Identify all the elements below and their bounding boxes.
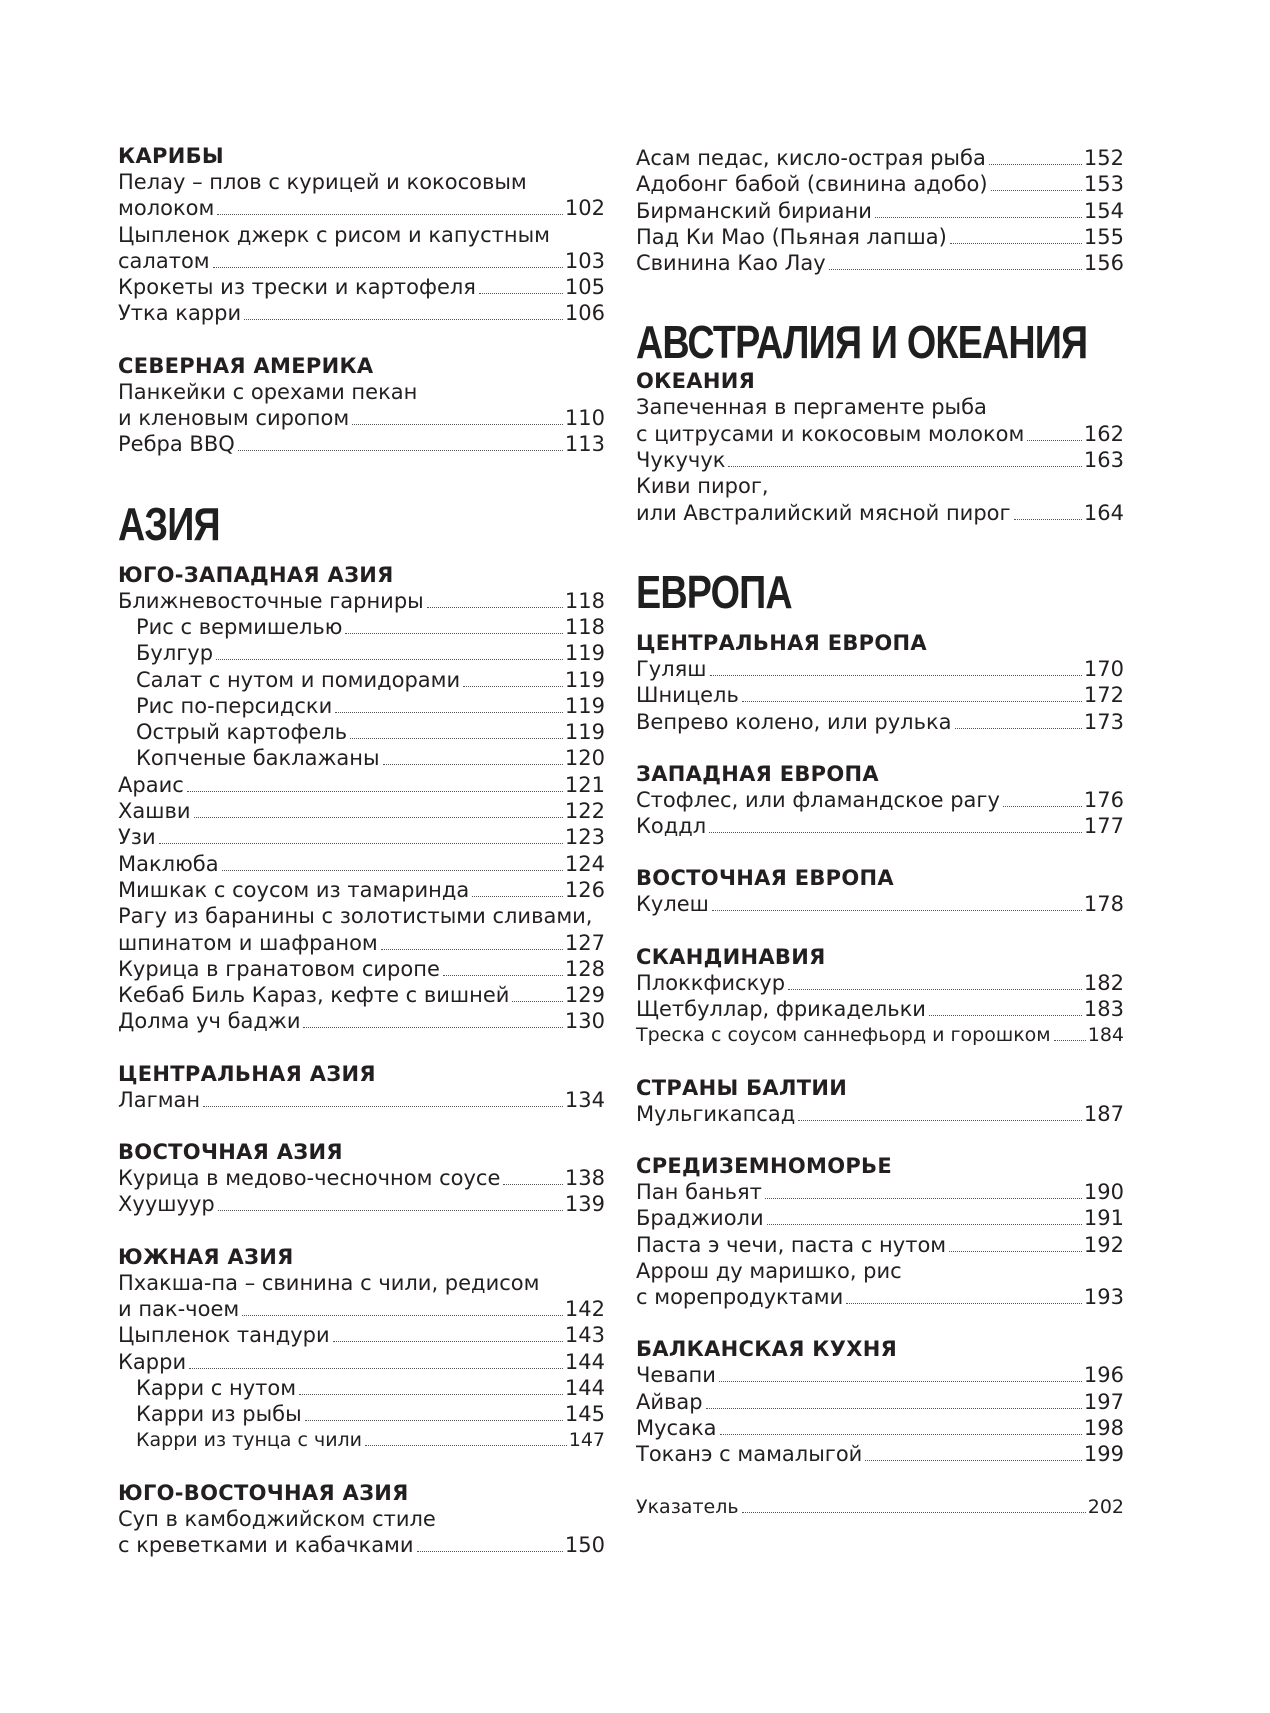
- entry-title: Щетбуллар, фрикадельки: [636, 997, 926, 1022]
- toc-entry[interactable]: [118, 1532, 605, 1558]
- page-number: 170: [1083, 656, 1124, 681]
- page-number: 172: [1083, 683, 1124, 708]
- dot-leader: [719, 1381, 1082, 1382]
- toc-entry[interactable]: [636, 682, 1124, 708]
- entry-title: Плоккфискур: [636, 970, 786, 995]
- entry-title: Рис по-персидски: [136, 693, 333, 718]
- dot-leader: [365, 1445, 567, 1446]
- toc-entry[interactable]: [636, 1179, 1124, 1205]
- spacer: [118, 550, 605, 562]
- dot-leader: [472, 896, 563, 897]
- entry-title: Узи: [118, 825, 156, 850]
- page-number: 120: [564, 746, 605, 771]
- entry-title: Крокеты из трески и картофеля: [118, 275, 476, 300]
- toc-entry[interactable]: [636, 224, 1124, 250]
- toc-entry[interactable]: [636, 656, 1124, 682]
- entry-title: Токанэ с мамалыгой: [636, 1442, 863, 1467]
- toc-subentry[interactable]: [118, 640, 605, 666]
- dot-leader: [417, 1551, 563, 1552]
- page-number: 119: [564, 641, 605, 666]
- toc-entry[interactable]: [636, 1362, 1124, 1388]
- page-number: 173: [1083, 709, 1124, 734]
- region-heading: ОКЕАНИЯ: [636, 369, 756, 394]
- dot-leader: [720, 1434, 1082, 1435]
- page-number: 127: [564, 930, 605, 955]
- toc-entry[interactable]: [118, 1191, 605, 1217]
- toc-entry[interactable]: [118, 877, 605, 903]
- page-number: 119: [564, 720, 605, 745]
- page-number: 144: [564, 1375, 605, 1400]
- entry-title: Араис: [118, 772, 184, 797]
- page-number: 128: [564, 956, 605, 981]
- dot-leader: [989, 164, 1082, 165]
- dot-leader: [950, 243, 1082, 244]
- spacer: [636, 735, 1124, 761]
- dot-leader: [706, 1408, 1082, 1409]
- page-number: 190: [1083, 1179, 1124, 1204]
- toc-entry[interactable]: [636, 813, 1124, 839]
- page-number: 126: [564, 877, 605, 902]
- dot-leader: [1027, 440, 1082, 441]
- entry-title: Чукучук: [636, 448, 726, 473]
- dot-leader: [222, 870, 563, 871]
- page-number: 183: [1083, 997, 1124, 1022]
- page-number: 202: [1087, 1495, 1124, 1518]
- page-number: 154: [1083, 198, 1124, 223]
- dot-leader: [213, 267, 563, 268]
- toc-subentry[interactable]: [118, 719, 605, 745]
- recipe-title-line: Цыпленок джерк с рисом и капустным: [118, 222, 551, 247]
- dot-leader: [875, 217, 1082, 218]
- page-number: 121: [564, 772, 605, 797]
- toc-entry[interactable]: [118, 195, 605, 221]
- toc-entry[interactable]: [118, 1322, 605, 1348]
- dot-leader: [709, 832, 1082, 833]
- spacer: [636, 1127, 1124, 1153]
- entry-title: Мишкак с соусом из тамаринда: [118, 877, 470, 902]
- page-number: 150: [564, 1532, 605, 1557]
- entry-title: Указатель: [636, 1495, 739, 1518]
- entry-title: и пак-чоем: [118, 1296, 240, 1321]
- toc-entry[interactable]: [118, 1008, 605, 1034]
- page-number: 142: [564, 1296, 605, 1321]
- page-number: 152: [1083, 146, 1124, 170]
- dot-leader: [427, 607, 563, 608]
- entry-title: с креветками и кабачками: [118, 1532, 414, 1557]
- dot-leader: [765, 1198, 1082, 1199]
- region-heading: ЦЕНТРАЛЬНАЯ АЗИЯ: [118, 1061, 376, 1086]
- dot-leader: [350, 738, 563, 739]
- page-number: 106: [564, 301, 605, 326]
- page-number: 196: [1083, 1363, 1124, 1388]
- dot-leader: [1003, 806, 1082, 807]
- toc-entry[interactable]: [636, 891, 1124, 917]
- toc-left-column: [118, 143, 605, 1558]
- toc-entry[interactable]: [636, 1022, 1124, 1048]
- spacer: [636, 1468, 1124, 1494]
- spacer: [636, 1310, 1124, 1336]
- spacer: [636, 1049, 1124, 1075]
- page-number: 119: [564, 667, 605, 692]
- toc-entry[interactable]: [118, 824, 605, 850]
- dot-leader: [238, 450, 563, 451]
- page-number: 118: [564, 588, 605, 613]
- entry-title: Карри из тунца с чили: [136, 1429, 363, 1452]
- toc-entry[interactable]: [636, 1232, 1124, 1258]
- page-number: 102: [564, 196, 605, 221]
- toc-entry[interactable]: [118, 851, 605, 877]
- entry-title: Рис с вермишелью: [136, 614, 343, 639]
- dot-leader: [710, 675, 1082, 676]
- dot-leader: [383, 764, 563, 765]
- dot-leader: [187, 791, 563, 792]
- toc-entry[interactable]: [636, 250, 1124, 276]
- toc-entry[interactable]: [636, 171, 1124, 197]
- dot-leader: [159, 843, 563, 844]
- entry-title: Копченые баклажаны: [136, 746, 380, 771]
- dot-leader: [335, 712, 563, 713]
- page-number: 177: [1083, 814, 1124, 839]
- recipe-title-line: Пелау – плов с курицей и кокосовым: [118, 170, 527, 194]
- page-number: 156: [1083, 251, 1124, 276]
- entry-title: с цитрусами и кокосовым молоком: [636, 421, 1025, 446]
- region-heading: СКАНДИНАВИЯ: [636, 944, 826, 969]
- spacer: [118, 1454, 605, 1480]
- dot-leader: [929, 1015, 1082, 1016]
- entry-title: салатом: [118, 248, 210, 273]
- spacer: [636, 618, 1124, 630]
- recipe-title-line: Рагу из баранины с золотистыми сливами,: [118, 904, 593, 929]
- toc-entry[interactable]: [118, 588, 605, 614]
- page-number: 147: [568, 1429, 605, 1452]
- toc-entry[interactable]: [636, 1101, 1124, 1127]
- region-heading: ЗАПАДНАЯ ЕВРОПА: [636, 761, 879, 786]
- entry-title: Айвар: [636, 1389, 703, 1414]
- page-number: 139: [564, 1192, 605, 1217]
- entry-title: Коддл: [636, 814, 707, 839]
- entry-title: Ближневосточные гарниры: [118, 588, 424, 613]
- page-number: 182: [1083, 970, 1124, 995]
- region-heading: ЮГО-ЗАПАДНАЯ АЗИЯ: [118, 562, 394, 587]
- page-number: 184: [1087, 1024, 1124, 1047]
- page-number: 123: [564, 825, 605, 850]
- spacer: [636, 839, 1124, 865]
- dot-leader: [742, 1512, 1086, 1513]
- entry-title: Кебаб Биль Караз, кефте с вишней: [118, 983, 510, 1008]
- dot-leader: [333, 1341, 563, 1342]
- dot-leader: [443, 975, 563, 976]
- entry-title: Кулеш: [636, 892, 709, 917]
- recipe-title-line: Панкейки с орехами пекан: [118, 379, 418, 404]
- toc-entry[interactable]: [636, 145, 1124, 171]
- page-number: 145: [564, 1402, 605, 1427]
- toc-subentry[interactable]: [118, 614, 605, 640]
- page-number: 122: [564, 799, 605, 824]
- toc-entry[interactable]: [636, 500, 1124, 526]
- dot-leader: [299, 1394, 563, 1395]
- page-number: 134: [564, 1087, 605, 1112]
- toc-entry[interactable]: [636, 198, 1124, 224]
- region-heading: ВОСТОЧНАЯ АЗИЯ: [118, 1140, 343, 1165]
- dot-leader: [463, 686, 563, 687]
- page-number: 153: [1083, 172, 1124, 197]
- toc-entry[interactable]: [118, 956, 605, 982]
- toc-entry[interactable]: [118, 405, 605, 431]
- page-number: 119: [564, 693, 605, 718]
- dot-leader: [479, 293, 563, 294]
- toc-entry[interactable]: [118, 1087, 605, 1113]
- entry-title: Адобонг бабой (свинина адобо): [636, 172, 988, 197]
- entry-title: Стофлес, или фламандское рагу: [636, 787, 1000, 812]
- page-number: 164: [1083, 500, 1124, 525]
- region-heading: СЕВЕРНАЯ АМЕРИКА: [118, 353, 374, 378]
- entry-title: Острый картофель: [136, 720, 348, 745]
- page-number: 199: [1083, 1442, 1124, 1467]
- section-heading: АВСТРАЛИЯ И ОКЕАНИЯ: [636, 316, 1088, 369]
- toc-entry[interactable]: [636, 1415, 1124, 1441]
- toc-entry[interactable]: [118, 300, 605, 326]
- entry-title: Вепрево колено, или рулька: [636, 709, 952, 734]
- page-number: 187: [1083, 1101, 1124, 1126]
- entry-title: Пад Ки Мао (Пьяная лапша): [636, 224, 947, 249]
- entry-title: Пан баньят: [636, 1179, 762, 1204]
- dot-leader: [189, 1368, 563, 1369]
- region-heading: БАЛКАНСКАЯ КУХНЯ: [636, 1337, 898, 1362]
- region-heading: ВОСТОЧНАЯ ЕВРОПА: [636, 866, 894, 891]
- entry-title: Курица в гранатовом сиропе: [118, 956, 440, 981]
- page-number: 138: [564, 1166, 605, 1191]
- page-number: 191: [1083, 1206, 1124, 1231]
- spacer: [636, 276, 1124, 316]
- toc-entry[interactable]: [118, 248, 605, 274]
- dot-leader: [788, 989, 1082, 990]
- page-number: 193: [1083, 1285, 1124, 1310]
- dot-leader: [244, 319, 563, 320]
- dot-leader: [829, 269, 1082, 270]
- page-number: 143: [564, 1323, 605, 1348]
- dot-leader: [381, 949, 563, 950]
- toc-entry[interactable]: [118, 431, 605, 457]
- entry-title: Треска с соусом саннефьорд и горошком: [636, 1024, 1051, 1047]
- toc-entry[interactable]: [636, 1205, 1124, 1231]
- toc-subentry[interactable]: [118, 667, 605, 693]
- entry-title: Мульгикапсад: [636, 1101, 796, 1126]
- toc-entry[interactable]: [636, 1494, 1124, 1520]
- spacer: [118, 458, 605, 498]
- toc-entry[interactable]: [118, 798, 605, 824]
- entry-title: Хашви: [118, 799, 191, 824]
- toc-entry[interactable]: [636, 970, 1124, 996]
- region-heading: ЮЖНАЯ АЗИЯ: [118, 1244, 294, 1269]
- toc-entry[interactable]: [118, 1165, 605, 1191]
- region-heading: СТРАНЫ БАЛТИИ: [636, 1075, 848, 1100]
- toc-subentry[interactable]: [118, 745, 605, 771]
- entry-title: Цыпленок тандури: [118, 1323, 330, 1348]
- recipe-title-line: Пхакша-па – свинина с чили, редисом: [118, 1270, 540, 1295]
- toc-entry[interactable]: [118, 274, 605, 300]
- entry-title: Браджиоли: [636, 1206, 764, 1231]
- spacer: [636, 918, 1124, 944]
- dot-leader: [798, 1120, 1082, 1121]
- page-number: 198: [1083, 1416, 1124, 1441]
- page-number: 129: [564, 983, 605, 1008]
- section-heading: ЕВРОПА: [636, 565, 792, 618]
- entry-title: и кленовым сиропом: [118, 406, 350, 431]
- region-heading: ЦЕНТРАЛЬНАЯ ЕВРОПА: [636, 630, 927, 655]
- page-number: 197: [1083, 1389, 1124, 1414]
- toc-entry[interactable]: [636, 421, 1124, 447]
- page-number: 162: [1083, 421, 1124, 446]
- toc-entry[interactable]: [636, 996, 1124, 1022]
- dot-leader: [712, 910, 1082, 911]
- toc-subentry[interactable]: [118, 1375, 605, 1401]
- toc-entry[interactable]: [118, 930, 605, 956]
- entry-title: Хуушуур: [118, 1192, 215, 1217]
- page-number: 103: [564, 248, 605, 273]
- dot-leader: [203, 1106, 563, 1107]
- toc-subentry[interactable]: [118, 1401, 605, 1427]
- dot-leader: [949, 1251, 1082, 1252]
- page-number: 163: [1083, 448, 1124, 473]
- dot-leader: [345, 633, 562, 634]
- region-heading: СРЕДИЗЕМНОМОРЬЕ: [636, 1153, 893, 1178]
- toc-subentry[interactable]: [118, 693, 605, 719]
- dot-leader: [955, 728, 1082, 729]
- region-heading: ЮГО-ВОСТОЧНАЯ АЗИЯ: [118, 1480, 409, 1505]
- toc-right-column: [636, 145, 1124, 1520]
- toc-entry[interactable]: [118, 1349, 605, 1375]
- dot-leader: [352, 424, 563, 425]
- dot-leader: [216, 659, 563, 660]
- spacer: [118, 1113, 605, 1139]
- dot-leader: [1014, 519, 1082, 520]
- entry-title: Паста э чечи, паста с нутом: [636, 1232, 947, 1257]
- spacer: [118, 1035, 605, 1061]
- page-number: 113: [564, 432, 605, 457]
- recipe-title-line: Киви пирог,: [636, 474, 769, 499]
- region-heading: КАРИБЫ: [118, 144, 224, 168]
- dot-leader: [194, 817, 563, 818]
- dot-leader: [865, 1460, 1082, 1461]
- entry-title: Чевапи: [636, 1363, 716, 1388]
- dot-leader: [728, 466, 1081, 467]
- dot-leader: [218, 1210, 563, 1211]
- page-number: 118: [564, 614, 605, 639]
- dot-leader: [1054, 1040, 1086, 1041]
- entry-title: Салат с нутом и помидорами: [136, 667, 461, 692]
- dot-leader: [991, 190, 1082, 191]
- toc-entry[interactable]: [118, 772, 605, 798]
- toc-entry[interactable]: [636, 1284, 1124, 1310]
- entry-title: с морепродуктами: [636, 1285, 844, 1310]
- entry-title: Долма уч баджи: [118, 1009, 301, 1034]
- section-heading: АЗИЯ: [118, 497, 220, 550]
- entry-title: Курица в медово-чесночном соусе: [118, 1166, 501, 1191]
- page-number: 130: [564, 1009, 605, 1034]
- spacer: [118, 327, 605, 353]
- entry-title: Маклюба: [118, 851, 219, 876]
- entry-title: шпинатом и шафраном: [118, 930, 378, 955]
- entry-title: Мусака: [636, 1416, 717, 1441]
- dot-leader: [742, 701, 1082, 702]
- spacer: [118, 1218, 605, 1244]
- page-number: 192: [1083, 1232, 1124, 1257]
- dot-leader: [846, 1303, 1082, 1304]
- spacer: [636, 526, 1124, 566]
- toc-entry[interactable]: [636, 709, 1124, 735]
- page-number: 110: [564, 406, 605, 431]
- toc-entry[interactable]: [636, 787, 1124, 813]
- dot-leader: [503, 1184, 563, 1185]
- toc-entry[interactable]: [636, 1389, 1124, 1415]
- toc-entry[interactable]: [636, 1441, 1124, 1467]
- dot-leader: [217, 214, 563, 215]
- dot-leader: [242, 1315, 563, 1316]
- recipe-title-line: Аррош ду маришко, рис: [636, 1258, 902, 1283]
- dot-leader: [767, 1224, 1082, 1225]
- recipe-title-line: Запеченная в пергаменте рыба: [636, 395, 987, 420]
- entry-title: молоком: [118, 196, 215, 221]
- page-number: 155: [1083, 224, 1124, 249]
- entry-title: Карри с нутом: [136, 1375, 297, 1400]
- toc-entry[interactable]: [118, 1296, 605, 1322]
- page-number: 124: [564, 851, 605, 876]
- dot-leader: [305, 1420, 563, 1421]
- entry-title: или Австралийский мясной пирог: [636, 500, 1011, 525]
- toc-subentry[interactable]: [118, 1427, 605, 1453]
- page-number: 176: [1083, 787, 1124, 812]
- entry-title: Утка карри: [118, 301, 242, 326]
- page-number: 105: [564, 275, 605, 300]
- entry-title: Ребра BBQ: [118, 432, 235, 457]
- entry-title: Шницель: [636, 683, 739, 708]
- entry-title: Карри из рыбы: [136, 1402, 302, 1427]
- page-number: 178: [1083, 892, 1124, 917]
- entry-title: Свинина Као Лау: [636, 251, 826, 276]
- entry-title: Карри: [118, 1349, 187, 1374]
- entry-title: Булгур: [136, 641, 214, 666]
- dot-leader: [303, 1027, 562, 1028]
- dot-leader: [512, 1001, 562, 1002]
- toc-entry[interactable]: [118, 982, 605, 1008]
- entry-title: Бирманский бириани: [636, 198, 872, 223]
- toc-entry[interactable]: [636, 447, 1124, 473]
- entry-title: Лагман: [118, 1087, 201, 1112]
- entry-title: Асам педас, кисло-острая рыба: [636, 146, 986, 170]
- page-number: 144: [564, 1349, 605, 1374]
- entry-title: Гуляш: [636, 656, 707, 681]
- recipe-title-line: Суп в камбоджийском стиле: [118, 1506, 436, 1531]
